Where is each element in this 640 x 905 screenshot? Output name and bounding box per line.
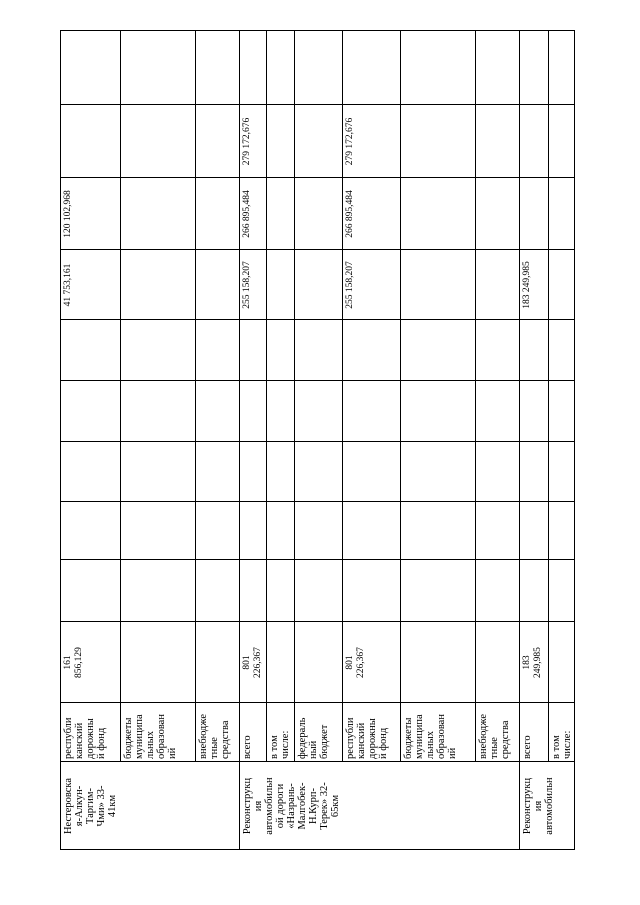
funding-source: в том числе: bbox=[269, 730, 291, 759]
value-cell: 801 226,367 bbox=[242, 647, 263, 678]
column-border bbox=[60, 104, 575, 105]
value-cell: 279 172,676 bbox=[242, 117, 252, 166]
column-border bbox=[60, 441, 575, 442]
funding-source: всего bbox=[242, 735, 253, 759]
funding-source: бюджеты муниципа льных образован ий bbox=[123, 714, 178, 759]
funding-source: внебюдже тные средства bbox=[198, 713, 231, 759]
value-cell: 266 895,484 bbox=[242, 190, 252, 238]
row-border bbox=[548, 30, 549, 762]
row-border bbox=[519, 30, 520, 850]
column-border bbox=[60, 761, 575, 762]
row-border bbox=[342, 30, 343, 762]
value-cell: 41 753,161 bbox=[63, 263, 73, 307]
funding-table bbox=[60, 30, 575, 850]
value-cell: 801 226,367 bbox=[345, 647, 366, 678]
column-border bbox=[60, 559, 575, 560]
column-border bbox=[60, 380, 575, 381]
value-cell: 161 856,129 bbox=[63, 647, 84, 678]
column-border bbox=[60, 249, 575, 250]
row-border bbox=[266, 30, 267, 762]
column-border bbox=[60, 30, 575, 31]
row-border bbox=[400, 30, 401, 762]
column-border bbox=[60, 621, 575, 622]
row-border bbox=[120, 30, 121, 762]
value-cell: 255 158,207 bbox=[242, 261, 252, 309]
column-border bbox=[60, 702, 575, 703]
value-cell: 266 895,484 bbox=[345, 190, 355, 238]
value-cell: 279 172,676 bbox=[345, 117, 355, 166]
row-border bbox=[294, 30, 295, 762]
column-border bbox=[60, 501, 575, 502]
funding-source: республи канский дорожны й фонд bbox=[63, 717, 107, 759]
value-cell: 183 249,985 bbox=[522, 261, 532, 309]
funding-source: бюджеты муниципа льных образован ий bbox=[403, 714, 458, 759]
column-border bbox=[60, 319, 575, 320]
row-border bbox=[475, 30, 476, 762]
value-cell: 183 249,985 bbox=[522, 647, 543, 678]
column-border bbox=[60, 177, 575, 178]
funding-source: внебюдже тные средства bbox=[478, 713, 511, 759]
object-name: Реконструкц ия автомобильн ой дороги «Назрань- Малгобек- Н.Курп- Терек» 32- 65км bbox=[242, 777, 341, 835]
funding-source: республи канский дорожны й фонд bbox=[345, 717, 389, 759]
funding-source: всего bbox=[522, 735, 533, 759]
row-border bbox=[195, 30, 196, 762]
row-border bbox=[574, 30, 575, 850]
funding-source: федераль ный бюджет bbox=[297, 717, 330, 759]
value-cell: 255 158,207 bbox=[345, 261, 355, 309]
rotated-page bbox=[60, 30, 575, 850]
funding-source: в том числе: bbox=[551, 730, 573, 759]
object-name: Реконструкц ия автомобильн bbox=[522, 777, 555, 835]
value-cell: 120 102,968 bbox=[63, 190, 73, 238]
row-border bbox=[239, 30, 240, 850]
row-border bbox=[60, 30, 61, 850]
object-name: Нестеровска я-Алкун- Таргим- Чми» 33- 41км bbox=[63, 777, 118, 835]
column-border bbox=[60, 849, 575, 850]
